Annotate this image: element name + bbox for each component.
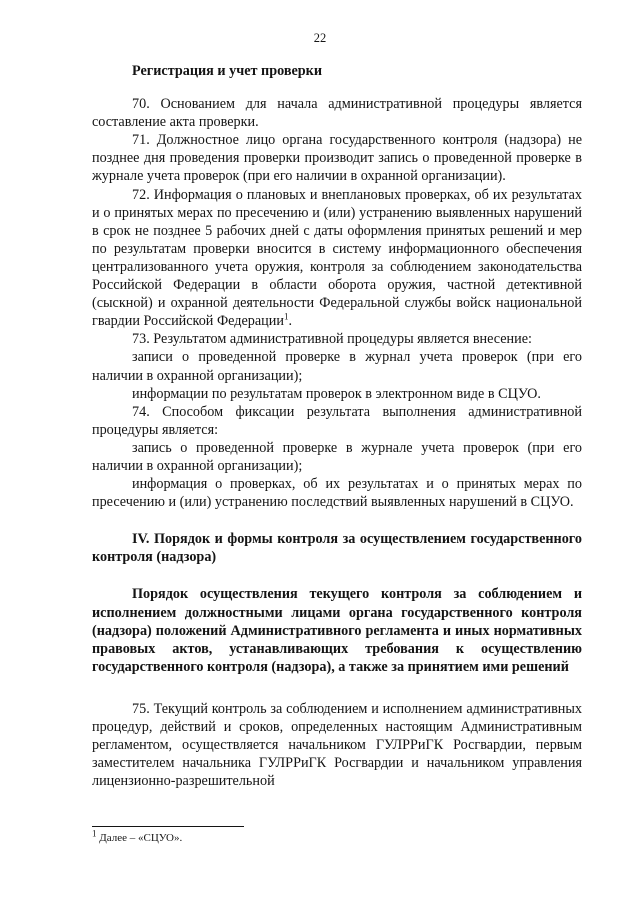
paragraph [92, 330, 582, 348]
footnote-text: Далее – «СЦУО». [99, 832, 183, 844]
text: запись о проведенной проверке в журнале учета проверок (при его наличии в охранной организации); [92, 439, 582, 474]
footnote [92, 828, 582, 845]
text: Порядок осуществления текущего контроля за соблюдением и исполнением должностными лицами органа государственного контроля (надзора) положений Административного регламента и иных нормативных правовых актов, устанавливающих требования к осуществлению государственного контроля (надзора), а также за принятием ими решений [92, 586, 582, 675]
spacer [92, 511, 582, 530]
page-number: 22 [313, 31, 327, 45]
spacer [92, 676, 582, 700]
text: записи о проведенной проверке в журнал учета проверок (при его наличии в охранной организации); [92, 349, 582, 384]
paragraph [92, 95, 582, 131]
section-title [92, 62, 582, 80]
paragraph [92, 403, 582, 439]
text: 72. Информация о плановых и внеплановых проверках, об их результатах и о принятых мерах по пресечению и (или) устранению выявленных нарушений в срок не позднее 5 рабочих дней с даты оформления принятых решений и мер по результатам проверки вносится в систему информационного обеспечения централизованного учета оружия, контроля за соблюдением законодательства Российской Федерации в области оборота оружия, частной детективной (сыскной) и охранной деятельности Федеральной службы войск национальной гвардии Российской Федерации [92, 186, 582, 330]
text: IV. Порядок и формы контроля за осуществлением государственного контроля (надзора) [92, 531, 582, 566]
text: информация о проверках, об их результатах и о принятых мерах по пресечению и (или) устранению последствий выявленных нарушений в СЦУО. [92, 476, 582, 511]
text: 71. Должностное лицо органа государственного контроля (надзора) не позднее дня проведения проверки производит запись о проведенной проверке в журнале учета проверок (при его наличии в охранной организации). [92, 132, 582, 185]
subsection-title [92, 585, 582, 675]
spacer [92, 566, 582, 585]
spacer [92, 80, 582, 95]
chapter-title [92, 530, 582, 566]
page-body [92, 62, 582, 790]
text: 73. Результатом административной процедуры является внесение: [132, 331, 532, 348]
list-item [92, 475, 582, 511]
list-item [92, 385, 582, 403]
text: 70. Основанием для начала административной процедуры является составление акта проверки. [92, 96, 582, 131]
footnote-reference: 1 [283, 311, 289, 322]
list-item [92, 348, 582, 384]
footnote-mark: 1 [92, 828, 97, 839]
list-item [92, 439, 582, 475]
paragraph [92, 700, 582, 790]
paragraph [92, 131, 582, 185]
footnote-divider [92, 826, 244, 827]
punctuation: . [288, 313, 292, 330]
text: 75. Текущий контроль за соблюдением и исполнением административных процедур, действий и сроков, определенных настоящим Административным регламентом, осуществляется начальником ГУЛРРиГК Росгвардии, первым заместителем начальника ГУЛРРиГК Росгвардии и начальником управления лицензионно-разрешительной [92, 700, 582, 790]
text: информации по результатам проверок в электронном виде в СЦУО. [132, 385, 541, 402]
paragraph [92, 186, 582, 331]
text: 74. Способом фиксации результата выполнения административной процедуры является: [92, 403, 582, 438]
text: Регистрация и учет проверки [132, 63, 323, 79]
